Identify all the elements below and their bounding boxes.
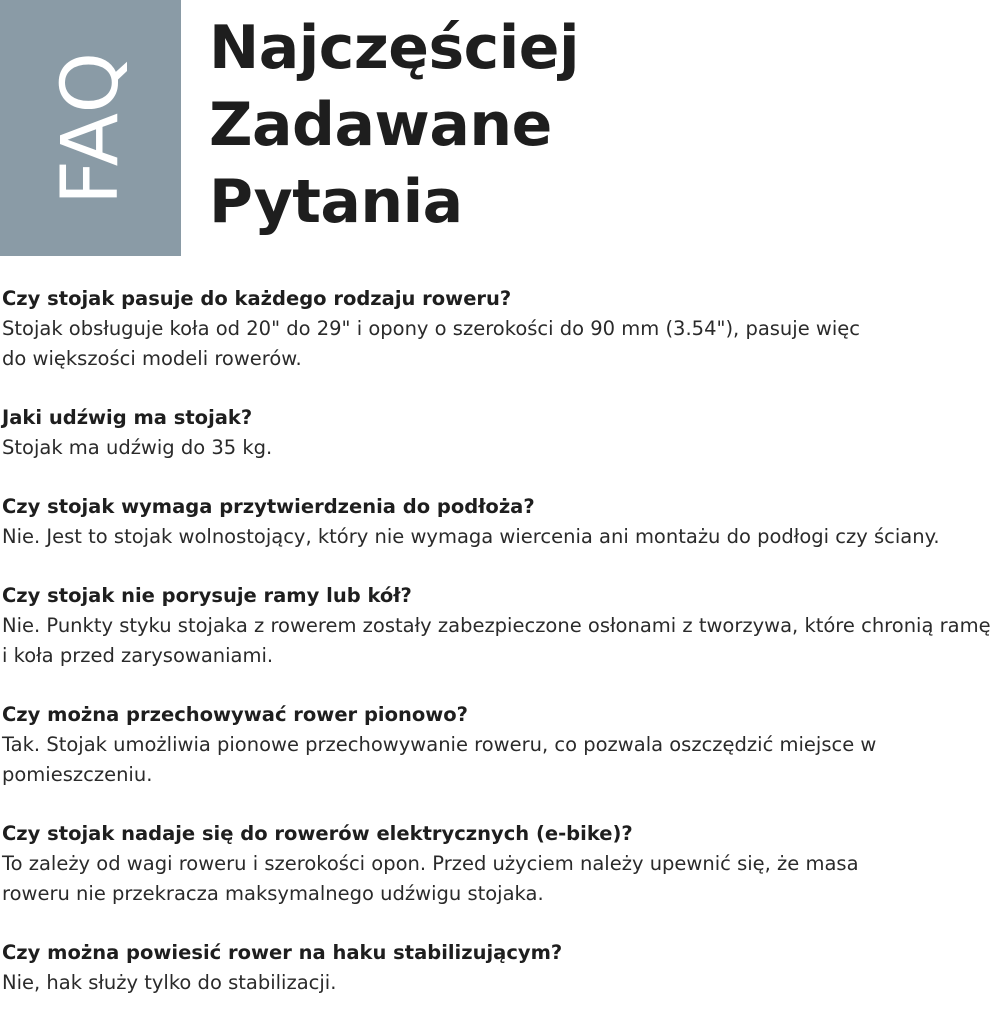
faq-question: Czy stojak nie porysuje ramy lub kół?: [2, 584, 412, 607]
faq-question: Jaki udźwig ma stojak?: [2, 406, 253, 429]
faq-list: [2, 284, 1001, 1027]
page-title-line-1: Najczęściej: [209, 13, 580, 83]
faq-item-scratches: [2, 581, 1001, 671]
faq-item-vertical: [2, 700, 1001, 790]
faq-item-capacity: [2, 403, 1001, 463]
faq-question: Czy można powiesić rower na haku stabilizującym?: [2, 941, 563, 964]
faq-answer: Nie. Punkty styku stojaka z rowerem zostały zabezpieczone osłonami z tworzywa, które chronią ramę i koła przed zarysowaniami.: [2, 614, 991, 667]
faq-badge-label: FAQ: [45, 50, 136, 206]
faq-answer: Stojak obsługuje koła od 20" do 29" i opony o szerokości do 90 mm (3.54"), pasuje więc do większości modeli rowerów.: [2, 317, 860, 370]
faq-question: Czy stojak pasuje do każdego rodzaju roweru?: [2, 287, 512, 310]
faq-item-mounting: [2, 492, 1001, 552]
faq-question: Czy stojak nadaje się do rowerów elektrycznych (e-bike)?: [2, 822, 633, 845]
faq-item-ebike: [2, 819, 1001, 909]
faq-answer: Stojak ma udźwig do 35 kg.: [2, 436, 273, 459]
page-title-line-3: Pytania: [209, 167, 463, 237]
faq-answer: Nie, hak służy tylko do stabilizacji.: [2, 971, 337, 994]
page-title-line-2: Zadawane: [209, 90, 552, 160]
faq-badge: [0, 0, 181, 256]
faq-question: Czy stojak wymaga przytwierdzenia do podłoża?: [2, 495, 535, 518]
faq-item-hook: [2, 938, 1001, 998]
page-title: [209, 10, 579, 241]
faq-answer: Tak. Stojak umożliwia pionowe przechowywanie roweru, co pozwala oszczędzić miejsce w pomieszczeniu.: [2, 733, 877, 786]
faq-answer: Nie. Jest to stojak wolnostojący, który nie wymaga wiercenia ani montażu do podłogi czy ściany.: [2, 525, 940, 548]
faq-item-fit: [2, 284, 1001, 374]
faq-answer: To zależy od wagi roweru i szerokości opon. Przed użyciem należy upewnić się, że masa roweru nie przekracza maksymalnego udźwigu stojaka.: [2, 852, 859, 905]
faq-question: Czy można przechowywać rower pionowo?: [2, 703, 468, 726]
